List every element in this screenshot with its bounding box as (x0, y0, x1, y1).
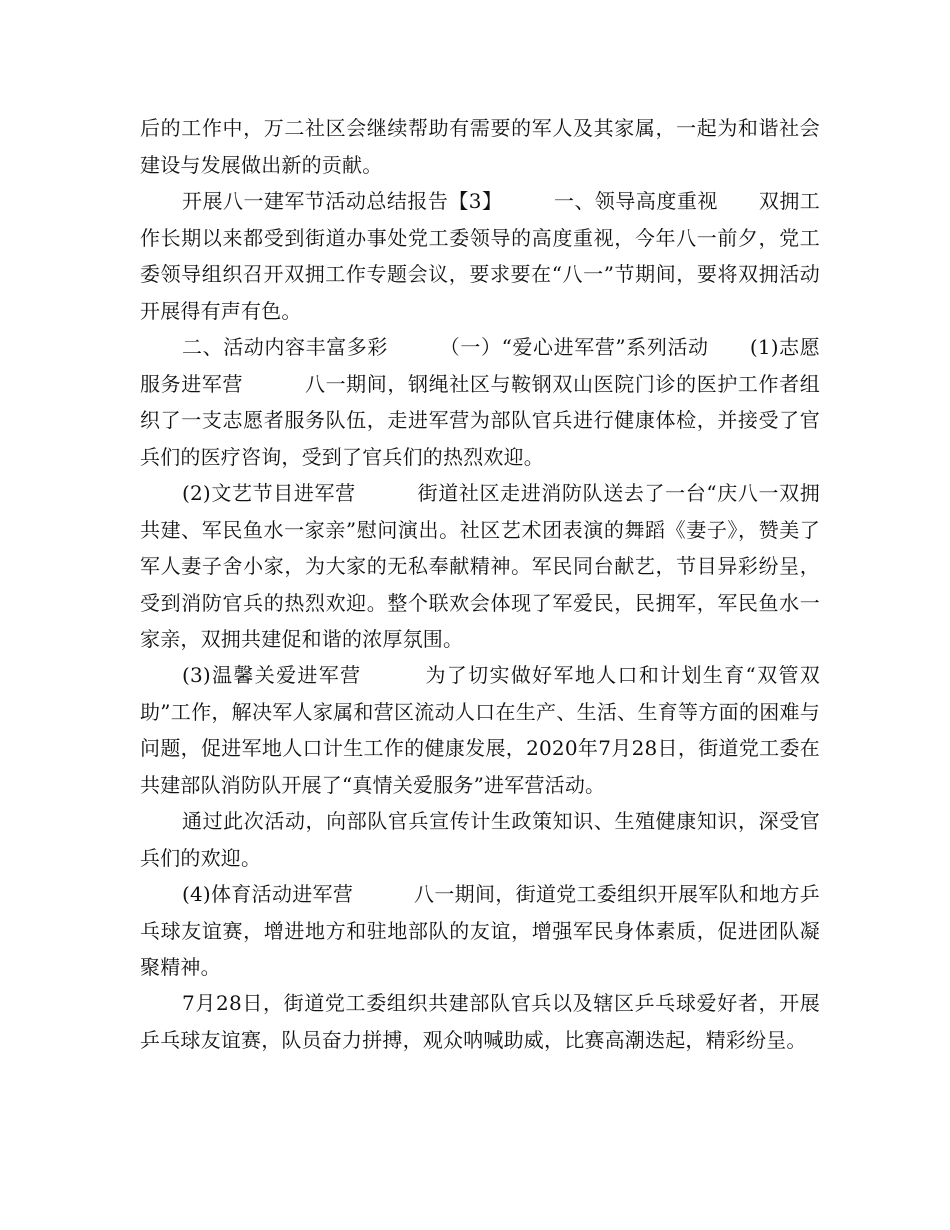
paragraph-2: 开展八一建军节活动总结报告【3】 一、领导高度重视 双拥工作长期以来都受到街道办事处党工委领导的高度重视，今年八一前夕，党工委领导组织召开双拥工作专题会议，要求要在“八一”节期间，要将双拥活动开展得有声有色。 (140, 189, 820, 323)
paragraph-7: (4)体育活动进军营 八一期间，街道党工委组织开展军队和地方乒乓球友谊赛，增进地方和驻地部队的友谊，增强军民身体素质，促进团队凝聚精神。 (140, 882, 820, 980)
paragraph-3: 二、活动内容丰富多彩 （一）“爱心进军营”系列活动 (1)志愿服务进军营 八一期间，钢绳社区与鞍钢双山医院门诊的医护工作者组织了一支志愿者服务队伍，走进军营为部队官兵进行健康体检，并接受了官兵们的医疗咨询，受到了官兵们的热烈欢迎。 (140, 335, 820, 469)
paragraph-6: 通过此次活动，向部队官兵宣传计生政策知识、生殖健康知识，深受官兵们的欢迎。 (140, 809, 820, 870)
paragraph-1: 后的工作中，万二社区会继续帮助有需要的军人及其家属，一起为和谐社会建设与发展做出新的贡献。 (140, 116, 820, 177)
paragraph-4: (2)文艺节目进军营 街道社区走进消防队送去了一台“庆八一双拥共建、军民鱼水一家亲”慰问演出。社区艺术团表演的舞蹈《妻子》，赞美了军人妻子舍小家，为大家的无私奉献精神。军民同台献艺，节目异彩纷呈，受到消防官兵的热烈欢迎。整个联欢会体现了军爱民，民拥军，军民鱼水一家亲，双拥共建促和谐的浓厚氛围。 (140, 481, 820, 652)
paragraph-8: 7月28日，街道党工委组织共建部队官兵以及辖区乒乓球爱好者，开展乒乓球友谊赛，队员奋力拼搏，观众呐喊助威，比赛高潮迭起，精彩纷呈。 (140, 991, 820, 1052)
paragraph-5: (3)温馨关爱进军营 为了切实做好军地人口和计划生育“双管双助”工作，解决军人家属和营区流动人口在生产、生活、生育等方面的困难与问题，促进军地人口计生工作的健康发展，2020年7月28日，街道党工委在共建部队消防队开展了“真情关爱服务”进军营活动。 (140, 663, 820, 797)
